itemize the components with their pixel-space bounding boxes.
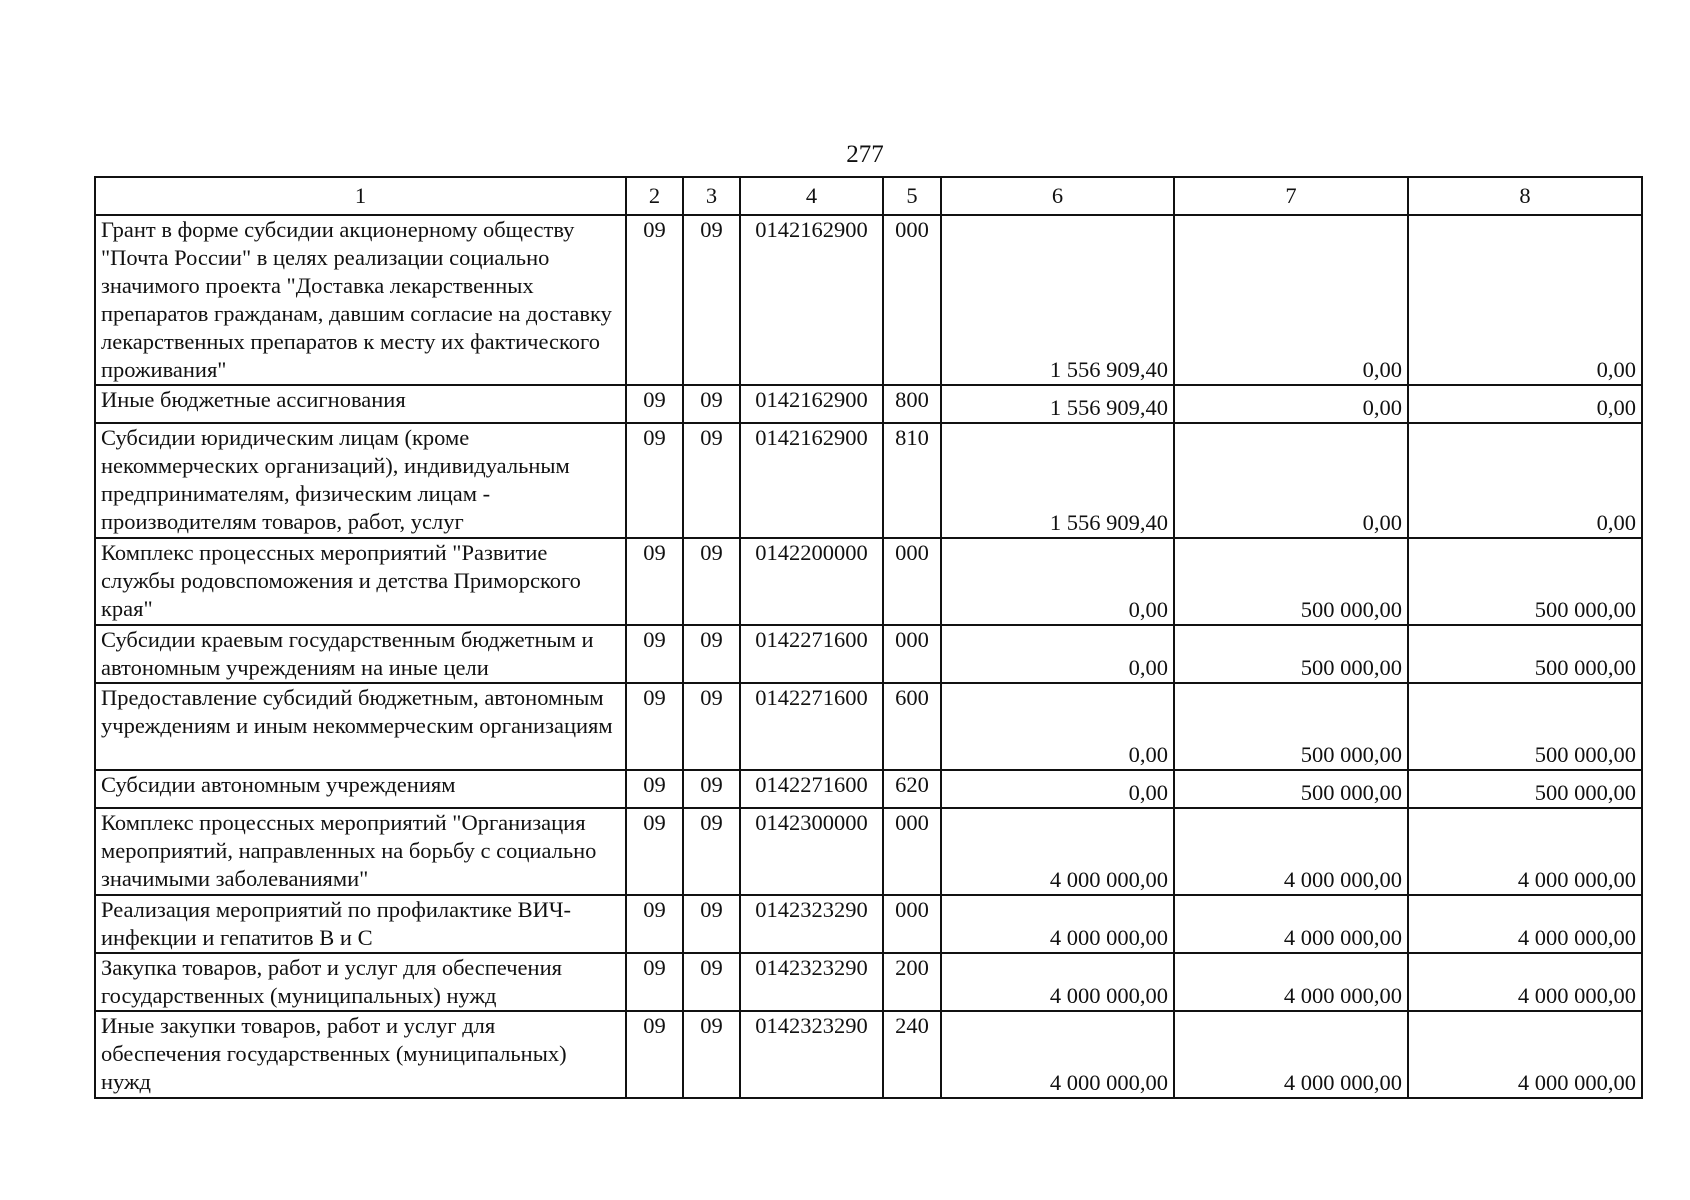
amount-col7: 0,00 [1174, 423, 1408, 538]
section-code: 09 [626, 538, 683, 625]
subsection-code: 09 [683, 683, 740, 770]
amount-col8: 500 000,00 [1408, 538, 1642, 625]
amount-col6: 0,00 [941, 538, 1174, 625]
target-article-code: 0142271600 [740, 625, 883, 683]
row-name: Закупка товаров, работ и услуг для обеспечения государственных (муниципальных) нужд [95, 953, 626, 1011]
table-row [95, 808, 1642, 895]
row-name: Реализация мероприятий по профилактике ВИЧ-инфекции и гепатитов В и С [95, 895, 626, 953]
amount-col6: 1 556 909,40 [941, 385, 1174, 423]
expense-type-code: 620 [883, 770, 941, 808]
row-name: Комплекс процессных мероприятий "Развитие службы родовспоможения и детства Приморского края" [95, 538, 626, 625]
row-name: Грант в форме субсидии акционерному обществу "Почта России" в целях реализации социально значимого проекта "Доставка лекарственных препаратов гражданам, давшим согласие на доставку лекарственных препаратов к месту их фактического проживания" [95, 215, 626, 385]
amount-col6: 4 000 000,00 [941, 895, 1174, 953]
section-code: 09 [626, 625, 683, 683]
target-article-code: 0142323290 [740, 895, 883, 953]
subsection-code: 09 [683, 953, 740, 1011]
subsection-code: 09 [683, 625, 740, 683]
amount-col8: 4 000 000,00 [1408, 808, 1642, 895]
section-code: 09 [626, 423, 683, 538]
amount-col8: 500 000,00 [1408, 683, 1642, 770]
amount-col8: 500 000,00 [1408, 625, 1642, 683]
table-row [95, 683, 1642, 770]
expense-type-code: 000 [883, 625, 941, 683]
expense-type-code: 000 [883, 538, 941, 625]
amount-col8: 4 000 000,00 [1408, 1011, 1642, 1098]
expense-type-code: 600 [883, 683, 941, 770]
target-article-code: 0142323290 [740, 953, 883, 1011]
amount-col7: 4 000 000,00 [1174, 895, 1408, 953]
table-row [95, 538, 1642, 625]
section-code: 09 [626, 1011, 683, 1098]
page-number: 277 [846, 141, 884, 168]
amount-col8: 0,00 [1408, 215, 1642, 385]
target-article-code: 0142162900 [740, 423, 883, 538]
amount-col7: 4 000 000,00 [1174, 1011, 1408, 1098]
table-row [95, 1011, 1642, 1098]
column-header: 5 [883, 177, 941, 215]
amount-col7: 500 000,00 [1174, 683, 1408, 770]
amount-col6: 1 556 909,40 [941, 215, 1174, 385]
table-row [95, 215, 1642, 385]
target-article-code: 0142162900 [740, 385, 883, 423]
subsection-code: 09 [683, 423, 740, 538]
expense-type-code: 000 [883, 895, 941, 953]
amount-col6: 0,00 [941, 625, 1174, 683]
column-header: 3 [683, 177, 740, 215]
section-code: 09 [626, 215, 683, 385]
table-row [95, 423, 1642, 538]
table-row [95, 770, 1642, 808]
row-name: Субсидии автономным учреждениям [95, 770, 626, 808]
subsection-code: 09 [683, 215, 740, 385]
table-row [95, 625, 1642, 683]
table-row [95, 895, 1642, 953]
amount-col6: 0,00 [941, 770, 1174, 808]
amount-col7: 500 000,00 [1174, 770, 1408, 808]
header-row [95, 177, 1642, 215]
amount-col7: 500 000,00 [1174, 538, 1408, 625]
row-name: Комплекс процессных мероприятий "Организация мероприятий, направленных на борьбу с социально значимыми заболеваниями" [95, 808, 626, 895]
amount-col8: 4 000 000,00 [1408, 895, 1642, 953]
amount-col7: 4 000 000,00 [1174, 953, 1408, 1011]
amount-col7: 500 000,00 [1174, 625, 1408, 683]
column-header: 1 [95, 177, 626, 215]
amount-col6: 4 000 000,00 [941, 808, 1174, 895]
amount-col8: 0,00 [1408, 423, 1642, 538]
section-code: 09 [626, 770, 683, 808]
subsection-code: 09 [683, 808, 740, 895]
subsection-code: 09 [683, 385, 740, 423]
expense-type-code: 200 [883, 953, 941, 1011]
column-header: 8 [1408, 177, 1642, 215]
target-article-code: 0142200000 [740, 538, 883, 625]
section-code: 09 [626, 385, 683, 423]
subsection-code: 09 [683, 1011, 740, 1098]
amount-col7: 0,00 [1174, 385, 1408, 423]
column-header: 6 [941, 177, 1174, 215]
row-name: Иные закупки товаров, работ и услуг для обеспечения государственных (муниципальных) нужд [95, 1011, 626, 1098]
target-article-code: 0142162900 [740, 215, 883, 385]
row-name: Предоставление субсидий бюджетным, автономным учреждениям и иным некоммерческим организациям [95, 683, 626, 770]
row-name: Иные бюджетные ассигнования [95, 385, 626, 423]
subsection-code: 09 [683, 538, 740, 625]
amount-col8: 0,00 [1408, 385, 1642, 423]
expense-type-code: 800 [883, 385, 941, 423]
budget-table [94, 176, 1643, 1099]
column-header: 7 [1174, 177, 1408, 215]
amount-col6: 1 556 909,40 [941, 423, 1174, 538]
target-article-code: 0142300000 [740, 808, 883, 895]
column-header: 4 [740, 177, 883, 215]
section-code: 09 [626, 683, 683, 770]
row-name: Субсидии краевым государственным бюджетным и автономным учреждениям на иные цели [95, 625, 626, 683]
section-code: 09 [626, 953, 683, 1011]
section-code: 09 [626, 895, 683, 953]
amount-col6: 0,00 [941, 683, 1174, 770]
table-row [95, 953, 1642, 1011]
expense-type-code: 240 [883, 1011, 941, 1098]
expense-type-code: 000 [883, 215, 941, 385]
target-article-code: 0142323290 [740, 1011, 883, 1098]
expense-type-code: 810 [883, 423, 941, 538]
subsection-code: 09 [683, 770, 740, 808]
column-header: 2 [626, 177, 683, 215]
target-article-code: 0142271600 [740, 770, 883, 808]
amount-col6: 4 000 000,00 [941, 1011, 1174, 1098]
amount-col6: 4 000 000,00 [941, 953, 1174, 1011]
amount-col7: 4 000 000,00 [1174, 808, 1408, 895]
row-name: Субсидии юридическим лицам (кроме некоммерческих организаций), индивидуальным предпринимателям, физическим лицам - производителям товаров, работ, услуг [95, 423, 626, 538]
amount-col8: 500 000,00 [1408, 770, 1642, 808]
target-article-code: 0142271600 [740, 683, 883, 770]
expense-type-code: 000 [883, 808, 941, 895]
section-code: 09 [626, 808, 683, 895]
table-row [95, 385, 1642, 423]
amount-col7: 0,00 [1174, 215, 1408, 385]
subsection-code: 09 [683, 895, 740, 953]
amount-col8: 4 000 000,00 [1408, 953, 1642, 1011]
